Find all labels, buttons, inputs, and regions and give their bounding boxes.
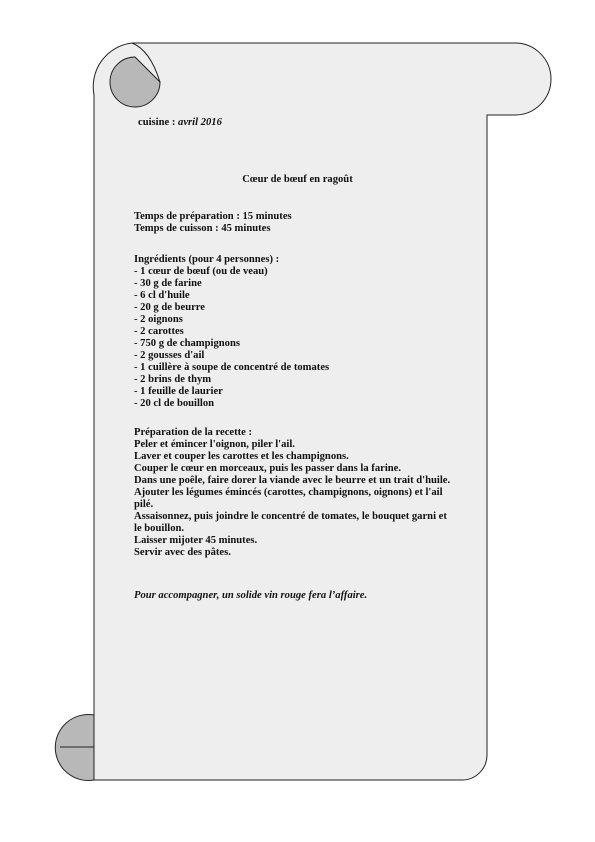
- ingredient-item: - 20 g de beurre: [134, 302, 206, 313]
- preparation-step: Couper le cœur en morceaux, puis les passer dans la farine.: [134, 463, 402, 474]
- recipe-times: [134, 211, 454, 235]
- issue-date: avril 2016: [178, 117, 222, 128]
- preparation-step: Assaisonnez, puis joindre le concentré de tomates, le bouquet garni et le bouillon.: [134, 511, 447, 534]
- ingredient-item: - 1 feuille de laurier: [134, 386, 223, 397]
- preparation-step: Laisser mijoter 45 minutes.: [134, 535, 258, 546]
- ingredient-item: - 6 cl d'huile: [134, 290, 190, 301]
- ingredient-item: - 2 brins de thym: [134, 374, 212, 385]
- ingredient-item: - 2 oignons: [134, 314, 183, 325]
- prep-time: Temps de préparation : 15 minutes: [134, 211, 292, 222]
- magazine-header: [138, 117, 222, 129]
- ingredient-item: - 750 g de champignons: [134, 338, 240, 349]
- ingredient-item: - 1 cœur de bœuf (ou de veau): [134, 266, 268, 277]
- ingredient-item: - 30 g de farine: [134, 278, 202, 289]
- preparation-heading: Préparation de la recette :: [134, 427, 253, 438]
- preparation-step: Peler et émincer l'oignon, piler l'ail.: [134, 439, 295, 450]
- preparation-step: Laver et couper les carottes et les champignons.: [134, 451, 349, 462]
- cook-time: Temps de cuisson : 45 minutes: [134, 223, 271, 234]
- ingredients-section: [134, 254, 454, 410]
- wine-pairing: Pour accompagner, un solide vin rouge fera l’affaire.: [134, 590, 368, 601]
- ingredient-item: - 2 gousses d'ail: [134, 350, 205, 361]
- section-label: cuisine :: [138, 117, 179, 128]
- ingredients-heading: Ingrédients (pour 4 personnes) :: [134, 254, 280, 265]
- preparation-step: Dans une poêle, faire dorer la viande avec le beurre et un trait d'huile.: [134, 475, 451, 486]
- preparation-step: Ajouter les légumes émincés (carottes, champignons, oignons) et l'ail pilé.: [134, 487, 443, 510]
- recipe-title: Cœur de bœuf en ragoût: [242, 174, 353, 185]
- preparation-step: Servir avec des pâtes.: [134, 547, 231, 558]
- ingredient-item: - 1 cuillère à soupe de concentré de tomates: [134, 362, 330, 373]
- ingredient-item: - 2 carottes: [134, 326, 184, 337]
- ingredient-item: - 20 cl de bouillon: [134, 398, 215, 409]
- preparation-section: [134, 427, 454, 559]
